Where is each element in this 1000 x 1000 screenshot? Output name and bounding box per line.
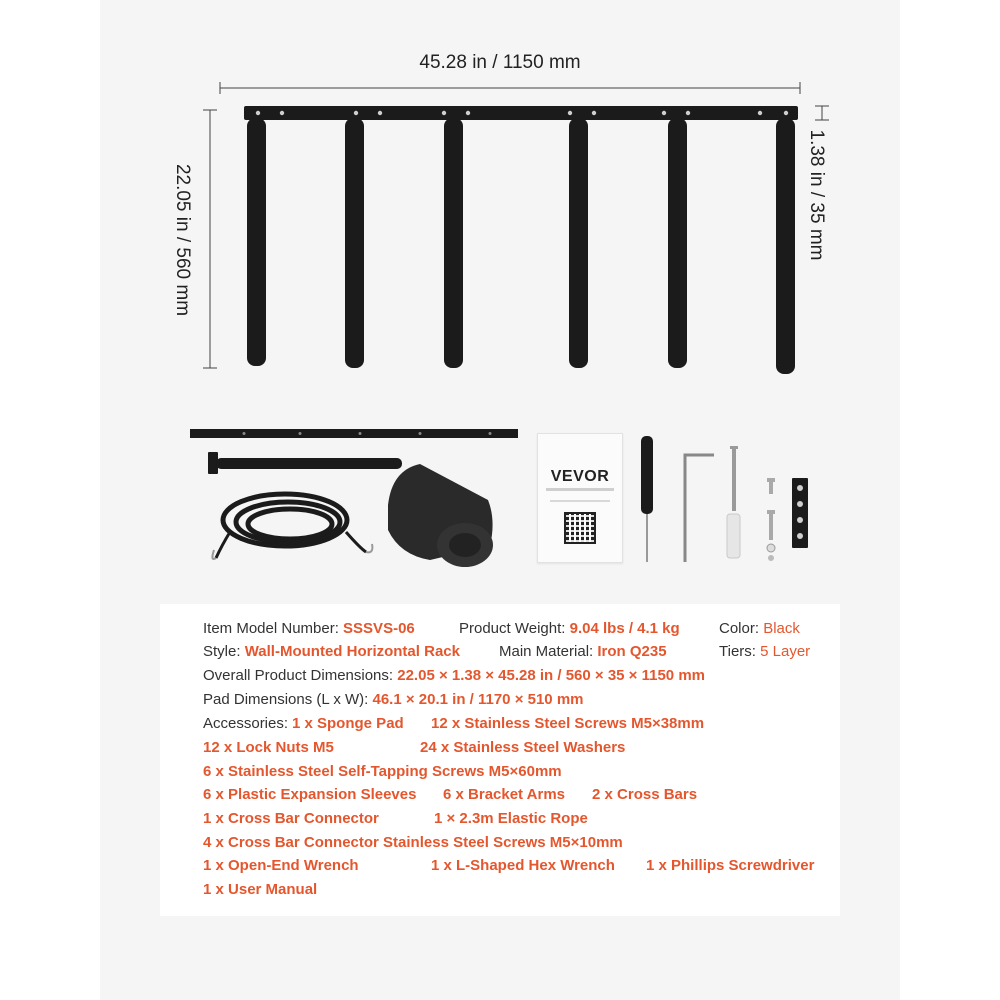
user-manual	[537, 433, 623, 563]
width-dimension-line	[220, 82, 800, 94]
spec-overall-dimensions: Overall Product Dimensions: 22.05 × 1.38 × 45.28 in / 560 × 35 × 1150 mm	[203, 667, 705, 684]
thickness-dimension-line	[815, 106, 829, 120]
spec-pad-dimensions: Pad Dimensions (L x W): 46.1 × 20.1 in / 1170 × 510 mm	[203, 691, 584, 708]
bracket-arm-2	[345, 118, 364, 368]
rack-cross-bar	[244, 106, 798, 120]
spare-cross-bar	[190, 429, 518, 438]
spec-color: Color: Black	[719, 620, 800, 637]
spec-accessories-label: Accessories:	[203, 715, 289, 732]
bracket-arm-3	[444, 118, 463, 368]
height-dimension-label: 22.05 in / 560 mm	[172, 163, 193, 317]
accessory-item: 1 x Sponge Pad	[292, 715, 404, 732]
bracket-arm-6	[776, 118, 795, 374]
accessory-item: 2 x Cross Bars	[592, 786, 698, 803]
spec-material: Main Material: Iron Q235	[499, 643, 667, 660]
accessory-item: 6 x Stainless Steel Self-Tapping Screws M5×60mm	[203, 763, 562, 780]
spec-weight: Product Weight: 9.04 lbs / 4.1 kg	[459, 620, 680, 637]
accessory-item: 6 x Bracket Arms	[443, 786, 566, 803]
accessory-item: 1 x Cross Bar Connector	[203, 810, 379, 827]
accessory-item: 12 x Stainless Steel Screws M5×38mm	[431, 715, 705, 732]
spec-model: Item Model Number: SSSVS-06	[203, 620, 415, 637]
small-hardware	[767, 478, 775, 561]
sponge-pad	[388, 464, 493, 567]
loose-bracket-arm	[208, 452, 402, 474]
spec-tiers: Tiers: 5 Layer	[719, 643, 811, 660]
width-dimension-label: 45.28 in / 1150 mm	[419, 52, 581, 73]
accessory-item: 1 x User Manual	[203, 881, 318, 898]
manual-text-line	[546, 488, 614, 491]
manual-text-line	[550, 500, 610, 502]
accessory-item: 1 x Phillips Screwdriver	[646, 857, 815, 874]
height-dimension-line	[203, 110, 217, 368]
screwdriver	[641, 436, 653, 562]
accessory-item: 1 x Open-End Wrench	[203, 857, 359, 874]
accessory-item: 6 x Plastic Expansion Sleeves	[203, 786, 417, 803]
elastic-rope	[212, 494, 372, 559]
bracket-arm-1	[247, 118, 266, 366]
self-tapping-screw	[730, 446, 738, 511]
qr-code-icon	[566, 514, 594, 542]
spec-style: Style: Wall-Mounted Horizontal Rack	[203, 643, 460, 660]
bracket-arm-5	[668, 118, 687, 368]
accessory-item: 12 x Lock Nuts M5	[203, 739, 334, 756]
cross-bar-connector	[792, 478, 808, 548]
accessory-item: 24 x Stainless Steel Washers	[420, 739, 626, 756]
expansion-sleeve	[727, 514, 740, 558]
vevor-logo: VEVOR	[550, 468, 610, 485]
bracket-arm-4	[569, 118, 588, 368]
accessory-item: 4 x Cross Bar Connector Stainless Steel Screws M5×10mm	[203, 834, 623, 851]
accessory-item: 1 × 2.3m Elastic Rope	[434, 810, 588, 827]
rack-assembly	[244, 106, 798, 374]
accessory-item: 1 x L-Shaped Hex Wrench	[431, 857, 615, 874]
thickness-dimension-label: 1.38 in / 35 mm	[806, 129, 827, 261]
hex-wrench	[685, 455, 714, 562]
